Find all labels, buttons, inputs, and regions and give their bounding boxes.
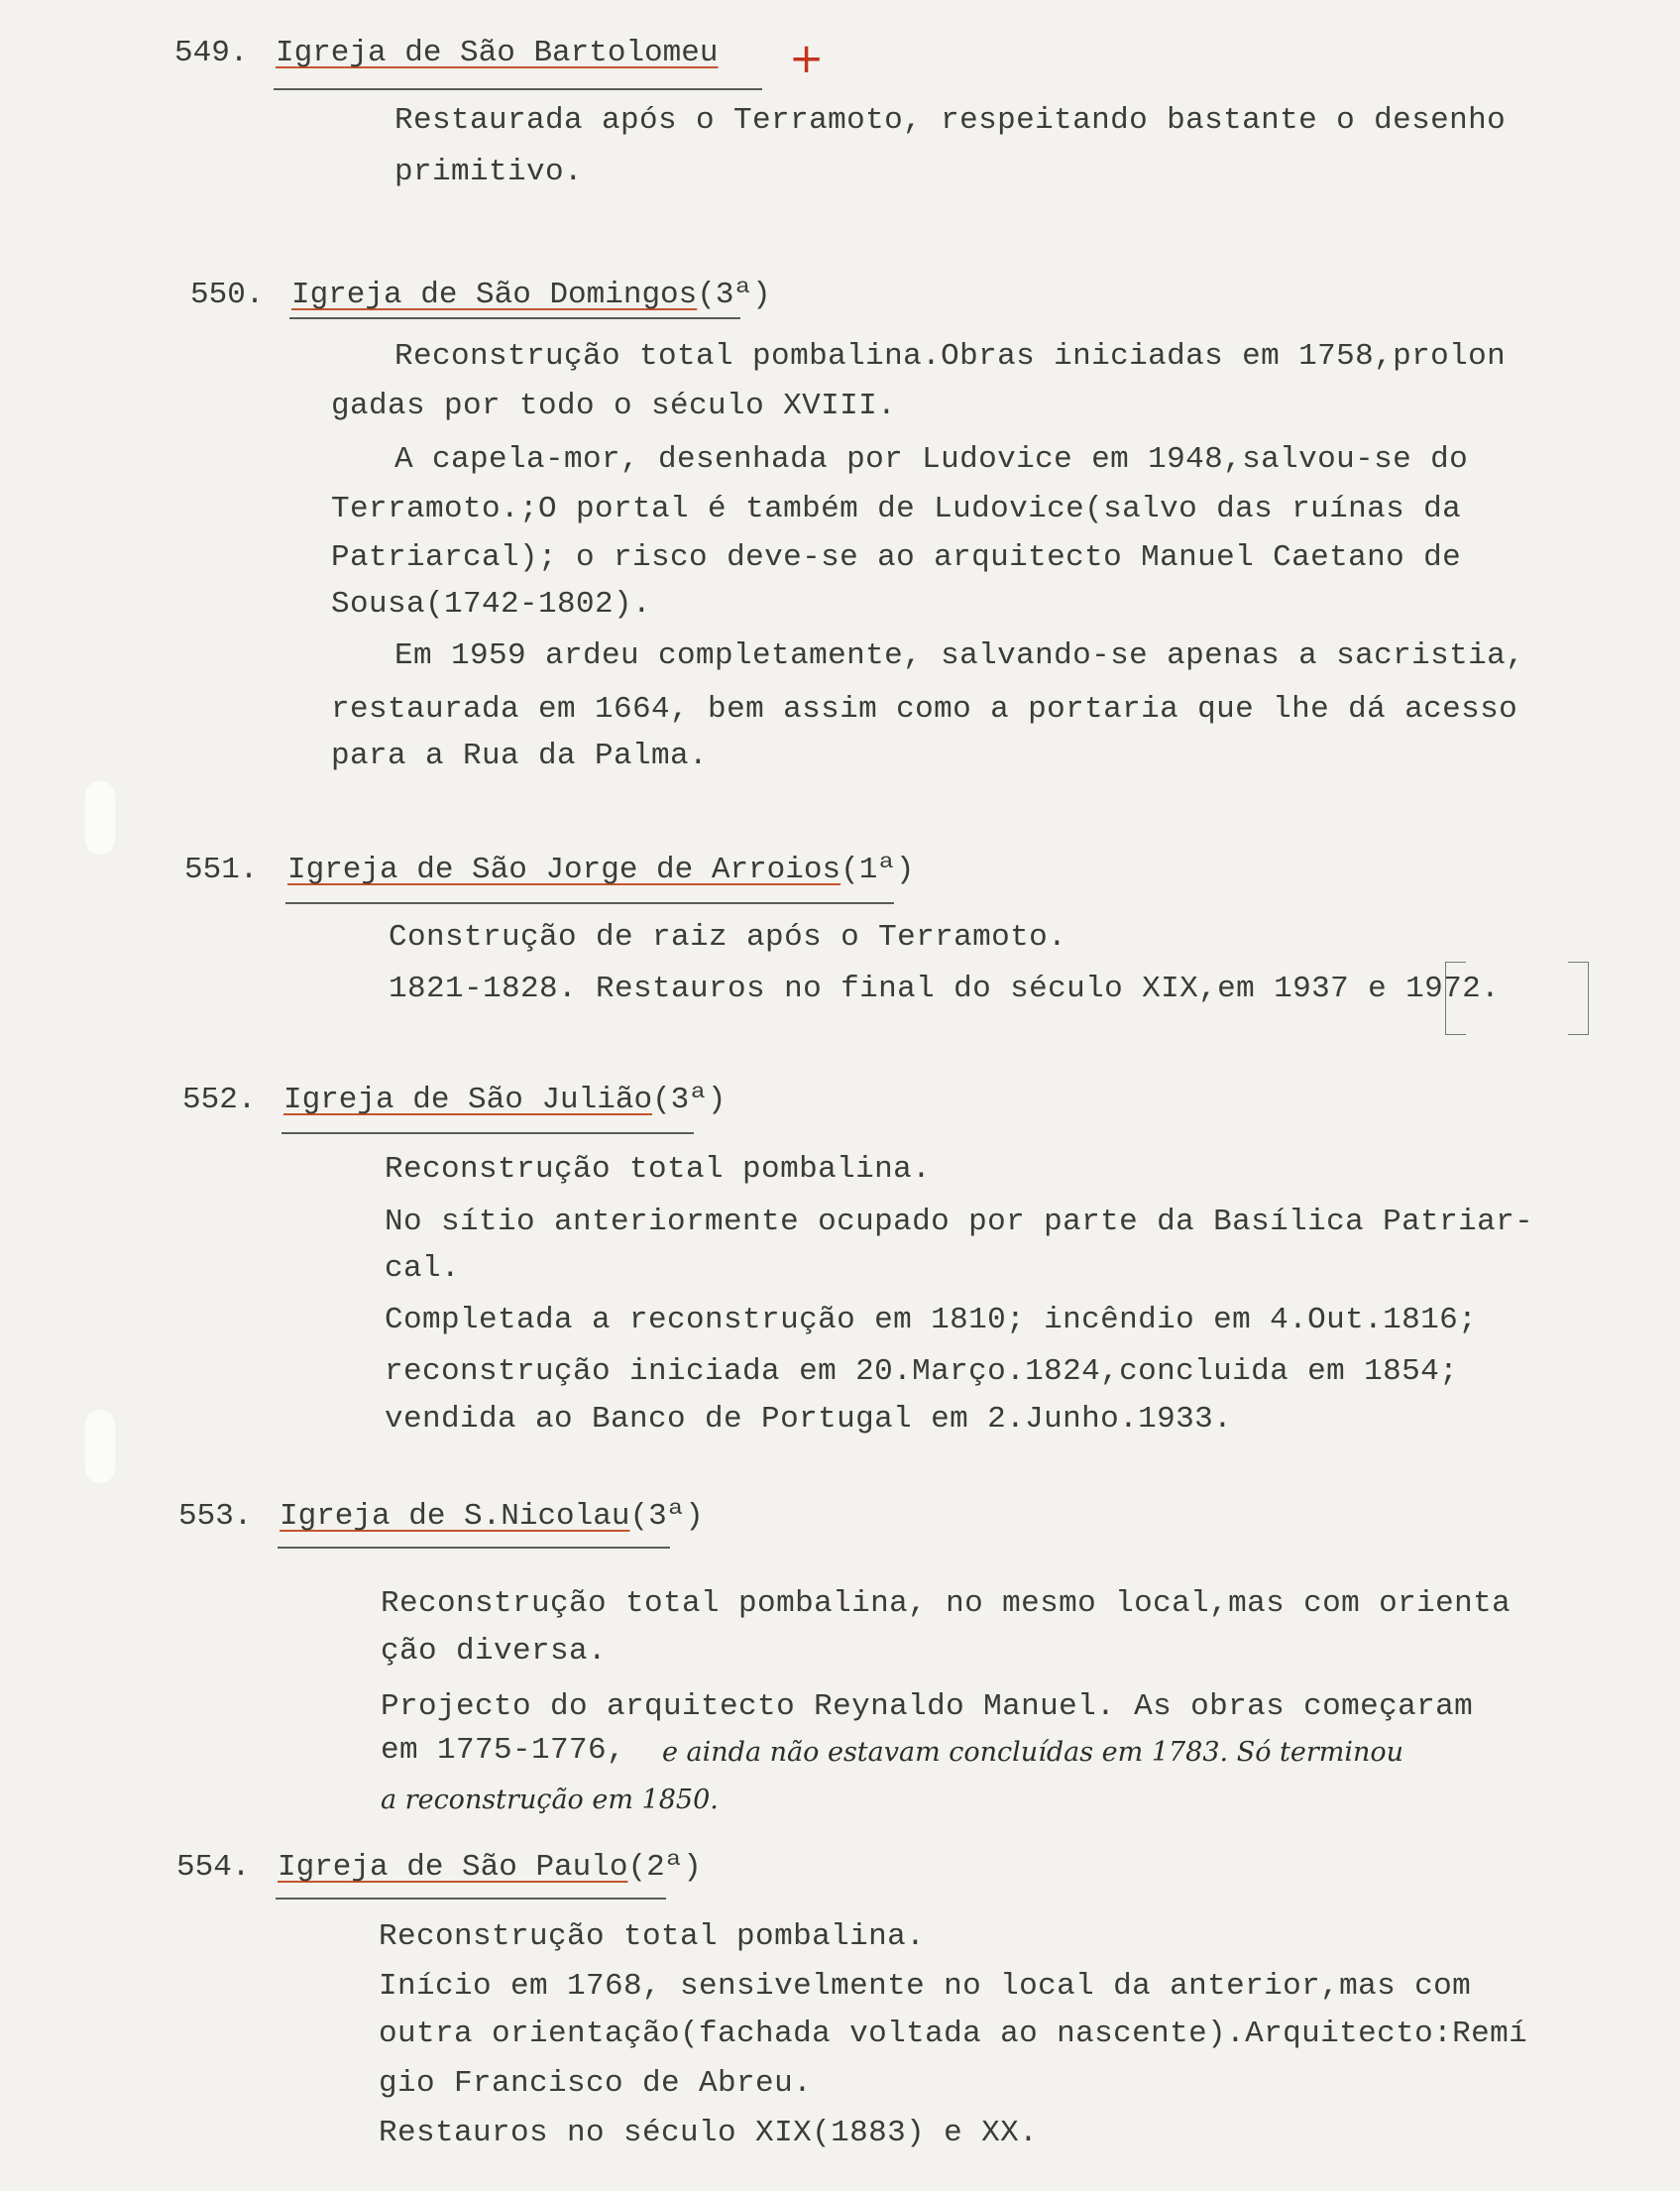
text-line: em 1775-1776, <box>381 1733 626 1768</box>
entry-number: 554. <box>176 1850 251 1885</box>
handwritten-note: a reconstrução em 1850. <box>381 1785 719 1815</box>
entry-number: 550. <box>190 278 265 312</box>
entry-number: 553. <box>178 1499 253 1534</box>
text-line: ção diversa. <box>381 1634 608 1669</box>
text-line: Restauros no século XIX(1883) e XX. <box>379 2116 1039 2150</box>
text-line: Terramoto.;O portal é também de Ludovice(salvo das ruínas da <box>331 492 1462 526</box>
title-underline <box>285 902 894 904</box>
margin-bracket <box>1445 962 1466 1035</box>
text-line: A capela-mor, desenhada por Ludovice em 1948,salvou-se do <box>394 442 1469 477</box>
entry-title-note: (3ª) <box>697 278 771 312</box>
title-underline <box>281 1132 694 1134</box>
text-line: Reconstrução total pombalina. <box>379 1919 926 1954</box>
entry-title-name: Igreja de São Bartolomeu <box>276 36 719 70</box>
text-line: Restaurada após o Terramoto, respeitando bastante o desenho <box>394 103 1507 138</box>
entry-title-note: (3ª) <box>629 1499 704 1534</box>
text-line: primitivo. <box>394 155 584 189</box>
entry-number: 551. <box>184 853 259 887</box>
title-underline <box>274 88 762 90</box>
text-line: reconstrução iniciada em 20.Março.1824,concluida em 1854; <box>385 1354 1459 1389</box>
text-line: Reconstrução total pombalina.Obras iniciadas em 1758,prolon <box>394 339 1507 374</box>
text-line: Projecto do arquitecto Reynaldo Manuel. As obras começaram <box>381 1689 1474 1724</box>
entry-title-name: Igreja de São Paulo <box>278 1850 628 1885</box>
binder-hole <box>83 1408 117 1485</box>
text-line: Em 1959 ardeu completamente, salvando-se apenas a sacristia, <box>394 638 1525 673</box>
binder-hole <box>83 779 117 857</box>
text-line: Reconstrução total pombalina. <box>385 1152 932 1187</box>
text-line: restaurada em 1664, bem assim como a portaria que lhe dá acesso <box>331 692 1518 727</box>
entry-number: 549. <box>174 36 249 70</box>
entry-title-name: Igreja de S.Nicolau <box>280 1499 630 1534</box>
text-line: cal. <box>385 1251 461 1286</box>
text-line: gio Francisco de Abreu. <box>379 2066 813 2101</box>
entry-title-note: (2ª) <box>627 1850 702 1885</box>
entry-title-name: Igreja de São Julião <box>283 1083 653 1117</box>
text-line: Construção de raiz após o Terramoto. <box>389 920 1067 955</box>
title-underline <box>276 1898 666 1900</box>
text-line: Reconstrução total pombalina, no mesmo local,mas com orienta <box>381 1586 1512 1621</box>
entry-title <box>276 36 718 70</box>
entry-number: 552. <box>182 1083 257 1117</box>
text-line: gadas por todo o século XVIII. <box>331 389 897 423</box>
entry-title <box>280 1499 704 1534</box>
entry-title <box>291 278 771 312</box>
red-cross-mark: + <box>789 34 825 82</box>
entry-title <box>278 1850 702 1885</box>
entry-title <box>283 1083 726 1117</box>
entry-title-name: Igreja de São Domingos <box>291 278 698 312</box>
entry-title <box>287 853 915 887</box>
margin-bracket <box>1568 962 1589 1035</box>
text-line: Patriarcal); o risco deve-se ao arquitecto Manuel Caetano de <box>331 540 1462 575</box>
entry-title-note: (3ª) <box>652 1083 727 1117</box>
title-underline <box>278 1547 670 1549</box>
text-line: para a Rua da Palma. <box>331 739 709 773</box>
entry-title-note: (1ª) <box>840 853 915 887</box>
text-line: Sousa(1742-1802). <box>331 587 652 622</box>
text-line: Completada a reconstrução em 1810; incêndio em 4.Out.1816; <box>385 1303 1478 1337</box>
text-line: vendida ao Banco de Portugal em 2.Junho.1933. <box>385 1402 1233 1437</box>
handwritten-note: e ainda não estavam concluídas em 1783. Só terminou <box>662 1737 1404 1768</box>
entry-title-name: Igreja de São Jorge de Arroios <box>287 853 841 887</box>
text-line: Início em 1768, sensivelmente no local da anterior,mas com <box>379 1969 1472 2004</box>
title-underline <box>289 317 740 319</box>
text-line: 1821-1828. Restauros no final do século XIX,em 1937 e 1972. <box>389 972 1501 1006</box>
text-line: outra orientação(fachada voltada ao nascente).Arquitecto:Remí <box>379 2017 1528 2051</box>
text-line: No sítio anteriormente ocupado por parte da Basílica Patriar- <box>385 1205 1534 1239</box>
